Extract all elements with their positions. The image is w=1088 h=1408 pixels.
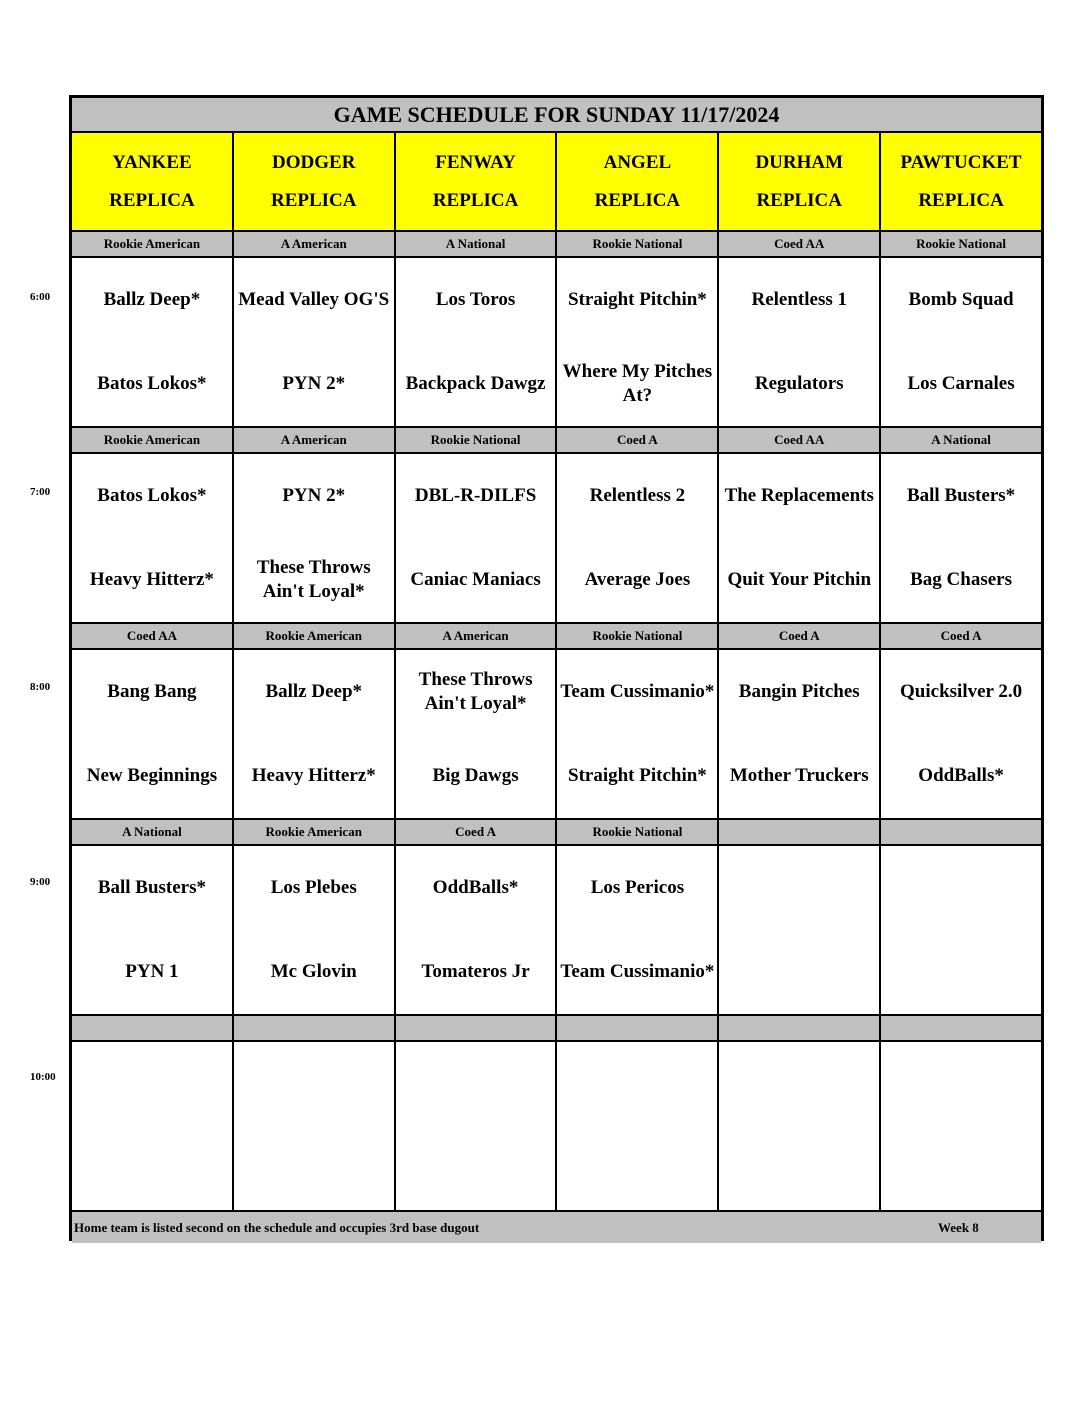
division-label: Rookie American — [72, 428, 232, 452]
away-team: Relentless 1 — [751, 289, 847, 310]
field-subtitle: REPLICA — [432, 189, 519, 211]
away-team: The Replacements — [724, 485, 874, 506]
field-subtitle: REPLICA — [270, 189, 357, 211]
division-label: Coed A — [557, 428, 717, 452]
game-cell — [719, 1042, 879, 1210]
home-team: Los Carnales — [907, 373, 1015, 394]
game-cell — [881, 846, 1041, 1014]
division-label: A National — [72, 820, 232, 844]
division-label: Rookie American — [234, 820, 394, 844]
field-header-angel — [557, 133, 717, 230]
away-team: Relentless 2 — [589, 485, 686, 506]
home-team — [72, 1126, 232, 1210]
division-label: Rookie National — [557, 624, 717, 648]
away-team: Team Cussimanio* — [560, 681, 715, 702]
game-cell — [719, 650, 879, 818]
division-label: Coed A — [719, 624, 879, 648]
game-cell — [396, 258, 556, 426]
away-team: Los Plebes — [270, 877, 357, 898]
away-team: Ballz Deep* — [103, 289, 201, 310]
home-team: Straight Pitchin* — [568, 765, 707, 786]
away-team: Straight Pitchin* — [568, 289, 707, 310]
division-label — [396, 1016, 556, 1040]
time-label-7-00: 7:00 — [30, 486, 51, 498]
home-team: Backpack Dawgz — [405, 373, 546, 394]
game-cell — [396, 454, 556, 622]
field-header-pawtucket — [881, 133, 1041, 230]
home-team: Tomateros Jr — [421, 961, 530, 982]
field-subtitle: REPLICA — [109, 189, 195, 211]
home-team: Big Dawgs — [432, 765, 519, 786]
home-team: New Beginnings — [86, 765, 218, 786]
time-label-9-00: 9:00 — [30, 876, 51, 888]
field-header-yankee — [72, 133, 232, 230]
game-cell — [557, 454, 717, 622]
home-team: Bag Chasers — [910, 569, 1012, 590]
game-cell — [881, 258, 1041, 426]
game-cell — [719, 846, 879, 1014]
away-team: Bangin Pitches — [738, 681, 860, 702]
away-team: Los Toros — [435, 289, 516, 310]
division-label — [719, 1016, 879, 1040]
time-label-6-00: 6:00 — [30, 291, 51, 303]
home-team-note: Home team is listed second on the schedule and occupies 3rd base dugout — [74, 1219, 480, 1235]
division-label: Rookie National — [557, 820, 717, 844]
division-label: Rookie National — [557, 232, 717, 256]
division-label: A American — [396, 624, 556, 648]
game-cell — [72, 258, 232, 426]
game-cell — [719, 454, 879, 622]
division-label — [881, 820, 1041, 844]
away-team: Mead Valley OG'S — [238, 289, 390, 310]
game-cell — [72, 846, 232, 1014]
week-label: Week 8 — [938, 1219, 979, 1235]
away-team — [396, 1042, 556, 1126]
division-label: Rookie National — [881, 232, 1041, 256]
division-label: Rookie American — [72, 232, 232, 256]
home-team: These Throws Ain't Loyal* — [256, 557, 371, 602]
division-label — [234, 1016, 394, 1040]
division-label: Coed A — [881, 624, 1041, 648]
game-cell — [396, 846, 556, 1014]
away-team: Quicksilver 2.0 — [900, 681, 1023, 702]
division-label: Coed AA — [72, 624, 232, 648]
division-label: A American — [234, 428, 394, 452]
division-label — [719, 820, 879, 844]
away-team — [881, 846, 1041, 930]
field-name: FENWAY — [435, 151, 516, 173]
home-team — [557, 1126, 717, 1210]
division-label — [881, 1016, 1041, 1040]
home-team: Mother Truckers — [729, 765, 869, 786]
game-cell — [881, 454, 1041, 622]
away-team: Ball Busters* — [97, 877, 207, 898]
away-team: Bomb Squad — [908, 289, 1014, 310]
home-team: Regulators — [754, 373, 844, 394]
away-team: Batos Lokos* — [97, 485, 207, 506]
game-cell — [881, 1042, 1041, 1210]
division-label: Rookie American — [234, 624, 394, 648]
game-cell — [234, 258, 394, 426]
game-cell — [557, 846, 717, 1014]
division-label: A American — [234, 232, 394, 256]
field-subtitle: REPLICA — [594, 189, 681, 211]
home-team — [881, 1126, 1041, 1210]
away-team: PYN 2* — [282, 485, 346, 506]
schedule-table — [69, 95, 1044, 1241]
division-label: Coed AA — [719, 428, 879, 452]
home-team — [719, 930, 879, 1014]
game-cell — [557, 650, 717, 818]
field-subtitle: REPLICA — [756, 189, 842, 211]
home-team: Heavy Hitterz* — [251, 765, 376, 786]
away-team — [72, 1042, 232, 1126]
away-team: Ballz Deep* — [265, 681, 363, 702]
field-name: PAWTUCKET — [900, 151, 1022, 173]
division-label: Coed AA — [719, 232, 879, 256]
game-cell — [881, 650, 1041, 818]
time-label-8-00: 8:00 — [30, 681, 51, 693]
home-team — [396, 1126, 556, 1210]
away-team — [719, 1042, 879, 1126]
game-cell — [719, 258, 879, 426]
home-team: Heavy Hitterz* — [89, 569, 214, 590]
division-label — [72, 1016, 232, 1040]
division-label: Rookie National — [396, 428, 556, 452]
field-name: DODGER — [272, 151, 356, 173]
game-cell — [234, 1042, 394, 1210]
game-cell — [234, 454, 394, 622]
game-cell — [557, 1042, 717, 1210]
division-label: Coed A — [396, 820, 556, 844]
home-team — [719, 1126, 879, 1210]
field-name: YANKEE — [112, 151, 192, 173]
field-name: ANGEL — [603, 151, 672, 173]
time-label-10-00: 10:00 — [30, 1071, 56, 1083]
away-team: DBL-R-DILFS — [414, 485, 537, 506]
away-team: Los Pericos — [590, 877, 685, 898]
division-label — [557, 1016, 717, 1040]
home-team — [234, 1126, 394, 1210]
division-label: A National — [881, 428, 1041, 452]
home-team: Team Cussimanio* — [560, 961, 715, 982]
away-team — [234, 1042, 394, 1126]
game-cell — [72, 454, 232, 622]
home-team: Caniac Maniacs — [410, 569, 541, 590]
home-team: Quit Your Pitchin — [727, 569, 872, 590]
away-team — [557, 1042, 717, 1126]
game-cell — [72, 1042, 232, 1210]
game-cell — [396, 650, 556, 818]
schedule-title: GAME SCHEDULE FOR SUNDAY 11/17/2024 — [72, 98, 1041, 131]
game-cell — [396, 1042, 556, 1210]
field-subtitle: REPLICA — [918, 189, 1004, 211]
home-team: Average Joes — [584, 569, 691, 590]
field-header-dodger — [234, 133, 394, 230]
away-team: OddBalls* — [432, 877, 519, 898]
game-cell — [234, 650, 394, 818]
home-team: PYN 2* — [282, 373, 346, 394]
away-team — [881, 1042, 1041, 1126]
away-team: These Throws Ain't Loyal* — [418, 669, 533, 714]
division-label: A National — [396, 232, 556, 256]
home-team — [881, 930, 1041, 1014]
away-team: Bang Bang — [107, 681, 197, 702]
field-header-fenway — [396, 133, 556, 230]
game-cell — [72, 650, 232, 818]
away-team — [719, 846, 879, 930]
game-cell — [234, 846, 394, 1014]
game-cell — [557, 258, 717, 426]
home-team: OddBalls* — [918, 765, 1004, 786]
home-team: Where My Pitches At? — [562, 361, 713, 406]
field-header-durham — [719, 133, 879, 230]
away-team: Ball Busters* — [906, 485, 1016, 506]
field-name: DURHAM — [755, 151, 844, 173]
footer-bar — [72, 1212, 1041, 1243]
home-team: Mc Glovin — [270, 961, 357, 982]
home-team: PYN 1 — [125, 961, 179, 982]
home-team: Batos Lokos* — [97, 373, 207, 394]
